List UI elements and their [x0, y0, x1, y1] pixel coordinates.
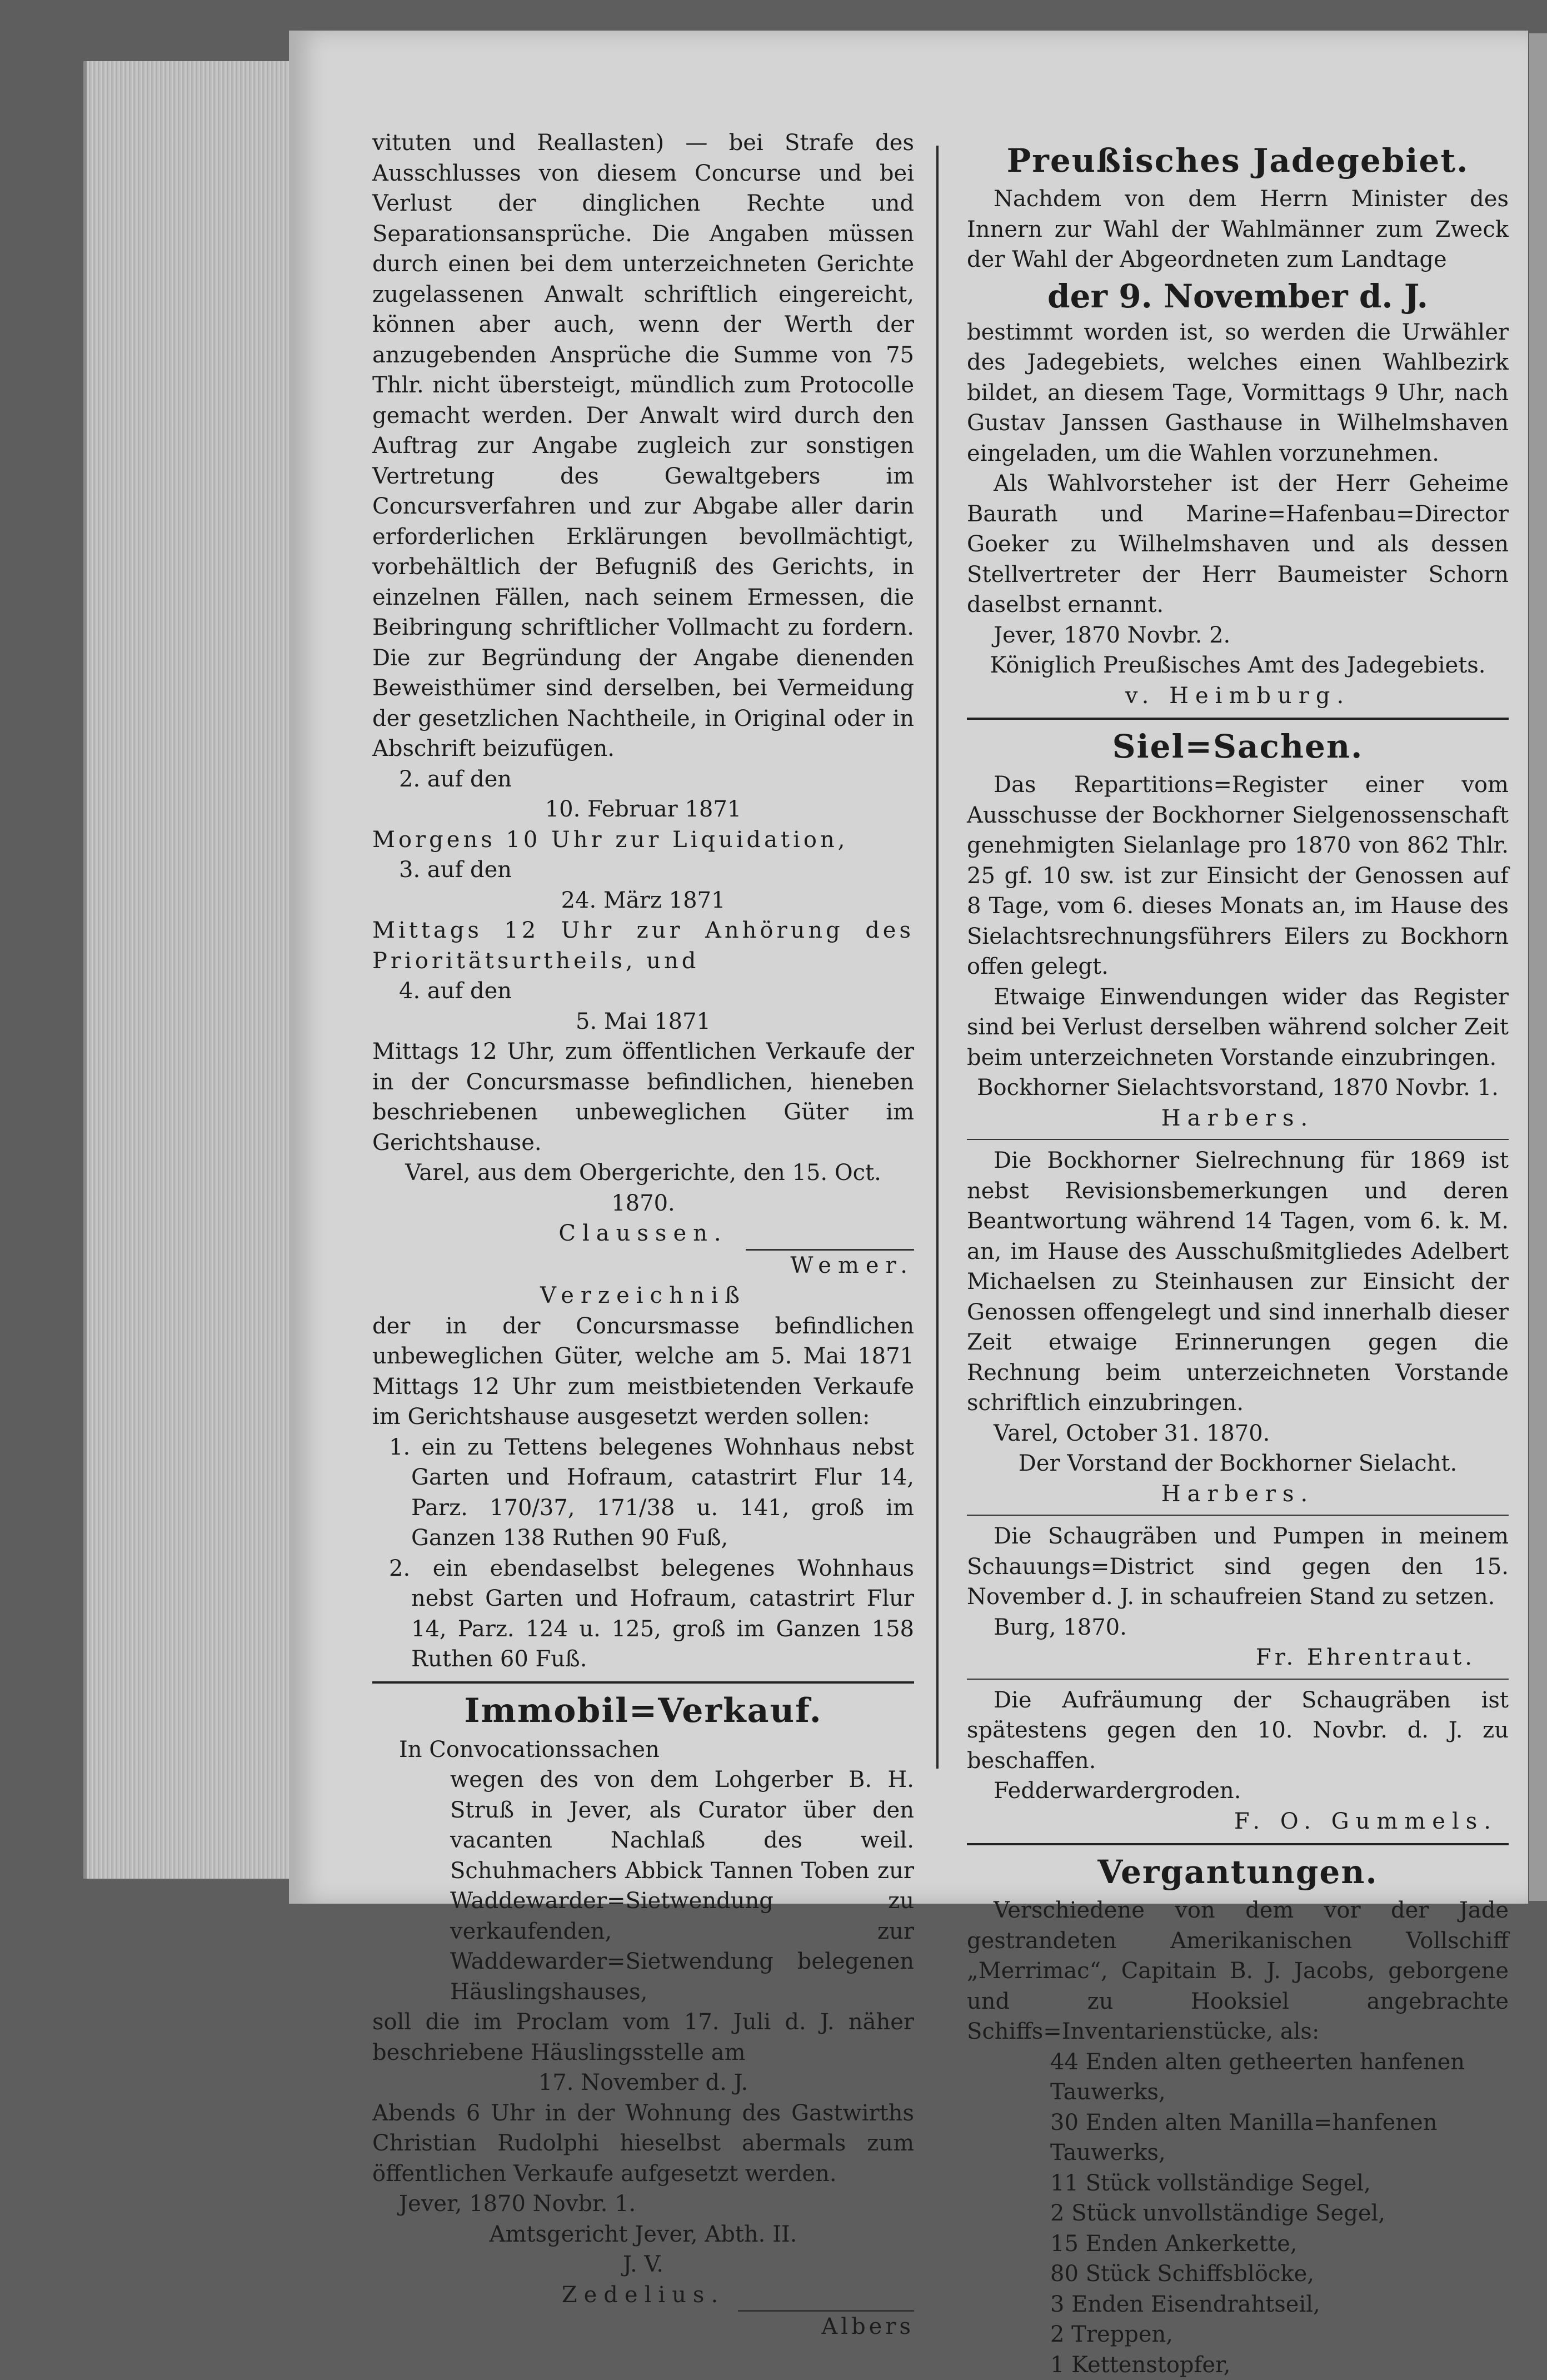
inventory-item: 44 Enden alten getheerten hanfenen Tauwerks, [1050, 2047, 1509, 2108]
right-column [967, 136, 1509, 2380]
siel-place-2: Varel, October 31. 1870. [967, 1418, 1509, 1449]
notice-rule [967, 1679, 1509, 1680]
immobil-line1: In Convocationssachen [372, 1735, 914, 1765]
inventory-item: 80 Stück Schiffsblöcke, [1050, 2259, 1509, 2289]
item3-date: 24. März 1871 [372, 885, 914, 916]
siel-sachen-heading: Siel=Sachen. [967, 726, 1509, 766]
inventory-item: 30 Enden alten Manilla=hanfenen Tauwerks, [1050, 2108, 1509, 2168]
inventory-item: 1 Kettenstopfer, [1050, 2350, 1509, 2380]
item2-date: 10. Februar 1871 [372, 794, 914, 825]
inventory-list [967, 2047, 1509, 2380]
inventory-item: 11 Stück vollständige Segel, [1050, 2168, 1509, 2199]
signature-heimburg: v. Heimburg. [967, 681, 1509, 711]
section-rule [967, 718, 1509, 720]
vergantungen-heading: Vergantungen. [967, 1852, 1509, 1892]
inventory-item: 3 Enden Eisendrahtseil, [1050, 2289, 1509, 2320]
item2-label: 2. auf den [372, 764, 914, 795]
siel-text-5: Die Aufräumung der Schaugräben ist spätestens gegen den 10. Novbr. d. J. zu beschaffen. [967, 1685, 1509, 1776]
place-date: Varel, aus dem Obergerichte, den 15. Oct. 1870. [372, 1158, 914, 1218]
election-text: Nachdem von dem Herrn Minister des Innern zur Wahl der Wahlmänner zum Zweck der Wahl der Abgeordneten zum Landtage [967, 184, 1509, 275]
signature-harbers-1: Harbers. [967, 1103, 1509, 1134]
immobil-iv: J. V. [372, 2249, 914, 2280]
immobil-place: Jever, 1870 Novbr. 1. [372, 2189, 914, 2219]
signature-albers: Albers [372, 2310, 914, 2342]
signature-gummels: F. O. Gummels. [967, 1806, 1509, 1837]
siel-text-4: Die Schaugräben und Pumpen in meinem Schauungs=District sind gegen den 15. November d. J. in schaufreien Stand zu setzen. [967, 1521, 1509, 1612]
jadegebiet-place: Jever, 1870 Novbr. 2. [967, 620, 1509, 651]
signature-claussen: Claussen. [372, 1218, 914, 1249]
item4-text: Mittags 12 Uhr, zum öffentlichen Verkaufe der in der Concursmasse befindlichen, hieneben beschriebenen unbeweglichen Güter im Gerichtshause. [372, 1037, 914, 1158]
signature-zedelius: Zedelius. [372, 2280, 914, 2311]
inventory-item: 2 Treppen, [1050, 2319, 1509, 2350]
signature-wemer: Wemer. [372, 1249, 914, 1281]
book-page-edges [83, 61, 298, 1879]
section-rule [372, 1681, 914, 1684]
item2-text: Morgens 10 Uhr zur Liquidation, [372, 825, 914, 855]
inventory-item: 2 Stück unvollständige Segel, [1050, 2198, 1509, 2229]
jadegebiet-authority: Königlich Preußisches Amt des Jadegebiets. [967, 650, 1509, 681]
election-text-cont: bestimmt worden ist, so werden die Urwähler des Jadegebiets, welches einen Wahlbezirk bildet, an diesem Tage, Vormittags 9 Uhr, nach Gustav Janssen Gasthause in Wilhelmshaven eingeladen, um die Wahlen vorzunehmen. [967, 317, 1509, 469]
immobil-line3: Abends 6 Uhr in der Wohnung des Gastwirths Christian Rudolphi hieselbst abermals zum öffentlichen Verkaufe aufgesetzt werden. [372, 2098, 914, 2189]
item3-label: 3. auf den [372, 855, 914, 885]
verzeichnis-title: Verzeichniß [372, 1281, 914, 1311]
immobil-date: 17. November d. J. [372, 2068, 914, 2098]
notice-rule [967, 1139, 1509, 1140]
siel-text-1: Das Repartitions=Register einer vom Ausschusse der Bockhorner Sielgenossenschaft genehmigten Sielanlage pro 1870 von 862 Thlr. 25 gf. 10 sw. ist zur Einsicht der Genossen auf 8 Tage, vom 6. dieses Monats an, im Hause des Sielachtsrechnungsführers Eilers zu Bockhorn offen gelegt. [967, 770, 1509, 982]
siel-authority: Der Vorstand der Bockhorner Sielacht. [967, 1448, 1509, 1479]
inventory-item: 15 Enden Ankerkette, [1050, 2229, 1509, 2259]
election-date: der 9. November d. J. [967, 275, 1509, 317]
vergantungen-text: Verschiedene von dem vor der Jade gestrandeten Amerikanischen Vollschiff „Merrimac“, Capitain B. J. Jacobs, geborgene und zu Hooksiel angebrachte Schiffs=Inventarienstücke, als: [967, 1895, 1509, 2047]
verzeichnis-item-1: 1. ein zu Tettens belegenes Wohnhaus nebst Garten und Hofraum, catastrirt Flur 14, Parz. 170/37, 171/38 u. 141, groß im Ganzen 138 Ruthen 90 Fuß, [372, 1432, 914, 1554]
column-divider [936, 146, 939, 1769]
signature-harbers-2: Harbers. [967, 1479, 1509, 1510]
verzeichnis-item-2: 2. ein ebendaselbst belegenes Wohnhaus nebst Garten und Hofraum, catastrirt Flur 14, Parz. 124 u. 125, groß im Ganzen 158 Ruthen 60 Fuß. [372, 1554, 914, 1675]
left-column [372, 128, 914, 2342]
next-page-edge [1529, 33, 1547, 1901]
item3-text: Mittags 12 Uhr zur Anhörung des Prioritätsurtheils, und [372, 915, 914, 976]
siel-place-4: Fedderwardergroden. [967, 1776, 1509, 1806]
immobil-body: wegen des von dem Lohgerber B. H. Struß in Jever, als Curator über den vacanten Nachlaß des weil. Schuhmachers Abbick Tannen Toben zur Waddewarder=Sietwendung zu verkaufenden, zur Waddewarder=Sietwendung belegenen Häuslingshauses, [372, 1765, 914, 2007]
item4-date: 5. Mai 1871 [372, 1007, 914, 1037]
immobil-line2: soll die im Proclam vom 17. Juli d. J. näher beschriebene Häuslingsstelle am [372, 2007, 914, 2068]
immobil-court: Amtsgericht Jever, Abth. II. [372, 2219, 914, 2250]
concurs-notice-text: vituten und Reallasten) — bei Strafe des Ausschlusses von diesem Concurse und bei Verlust der dinglichen Rechte und Separationsansprüche. Die Angaben müssen durch einen bei dem unterzeichneten Gerichte zugelassenen Anwalt schriftlich eingereicht, können aber auch, wenn der Werth der anzugebenden Ansprüche die Summe von 75 Thlr. nicht übersteigt, mündlich zum Protocolle gemacht werden. Der Anwalt wird durch den Auftrag zur Angabe zugleich zur sonstigen Vertretung des Gewaltgebers im Concursverfahren und zur Abgabe aller darin erforderlichen Erklärungen bevollmächtigt, vorbehältlich der Befugniß des Gerichts, in einzelnen Fällen, nach seinem Ermessen, die Beibringung schriftlicher Vollmacht zu fordern. Die zur Begründung der Angabe dienenden Beweisthümer sind derselben, bei Vermeidung der gesetzlichen Nachtheile, in Original oder in Abschrift beizufügen. [372, 128, 914, 764]
wahlvorsteher-text: Als Wahlvorsteher ist der Herr Geheime Baurath und Marine=Hafenbau=Director Goeker zu Wilhelmshaven und als dessen Stellvertreter der Herr Baumeister Schorn daselbst ernannt. [967, 469, 1509, 620]
siel-text-2: Etwaige Einwendungen wider das Register sind bei Verlust derselben während solcher Zeit beim unterzeichneten Vorstande einzubringen. [967, 982, 1509, 1073]
siel-place-3: Burg, 1870. [967, 1612, 1509, 1643]
siel-text-3: Die Bockhorner Sielrechnung für 1869 ist nebst Revisionsbemerkungen und deren Beantwortung während 14 Tagen, vom 6. k. M. an, im Hause des Ausschußmitgliedes Adelbert Michaelsen zu Steinhausen zur Einsicht der Genossen offengelegt und sind innerhalb dieser Zeit etwaige Erinnerungen gegen die Rechnung beim unterzeichneten Vorstande schriftlich einzubringen. [967, 1146, 1509, 1418]
verzeichnis-intro: der in der Concursmasse befindlichen unbeweglichen Güter, welche am 5. Mai 1871 Mittags 12 Uhr zum meistbietenden Verkaufe im Gerichtshause ausgesetzt werden sollen: [372, 1311, 914, 1432]
immobil-heading: Immobil=Verkauf. [372, 1690, 914, 1731]
section-rule [967, 1843, 1509, 1845]
siel-place-1: Bockhorner Sielachtsvorstand, 1870 Novbr. 1. [967, 1073, 1509, 1103]
item4-label: 4. auf den [372, 976, 914, 1007]
jadegebiet-heading: Preußisches Jadegebiet. [967, 141, 1509, 181]
signature-ehrentraut: Fr. Ehrentraut. [967, 1642, 1509, 1673]
notice-rule [967, 1515, 1509, 1516]
